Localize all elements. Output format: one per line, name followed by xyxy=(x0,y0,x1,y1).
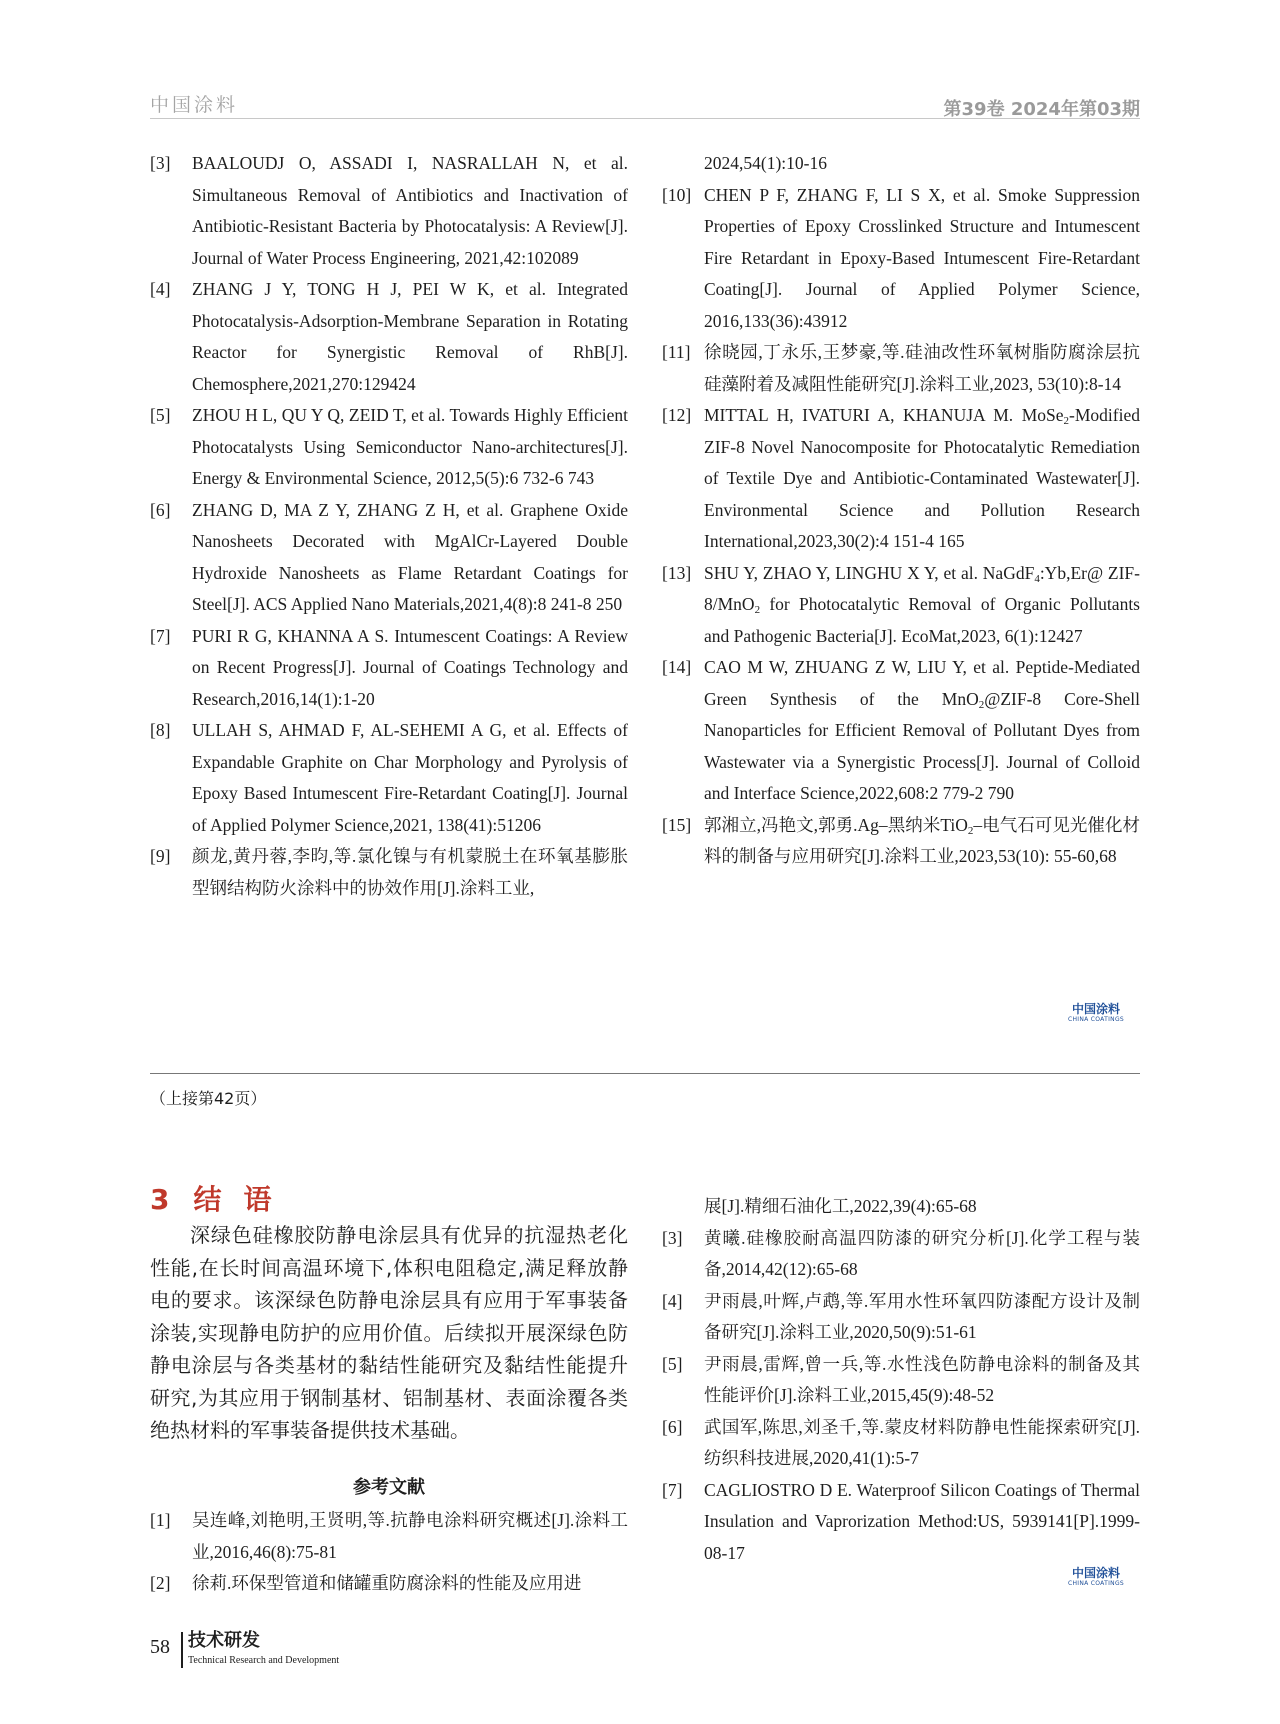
reference-item xyxy=(662,1349,1140,1412)
ref-text: CHEN P F, ZHANG F, LI S X, et al. Smoke Suppression Properties of Epoxy Crosslinked Structure and Intumescent Fire Retardant in Epoxy-Based Intumescent Fire-Retardant Coating[J]. Journal of Applied Polymer Science, 2016,133(36):43912 xyxy=(704,184,1140,331)
ref-number: [9] xyxy=(150,846,171,866)
ref-continuation: 2024,54(1):10-16 xyxy=(704,153,827,173)
conclusion-paragraph: 深绿色硅橡胶防静电涂层具有优异的抗湿热老化性能,在长时间高温环境下,体积电阻稳定,满足释放静电的要求。该深绿色防静电涂层具有应用于军事装备涂装,实现静电防护的应用价值。后续拟开展深绿色防静电涂层与各类基材的黏结性能研究及黏结性能提升研究,为其应用于钢制基材、铝制基材、表面涂覆各类绝热材料的军事装备提供技术基础。 xyxy=(150,1223,628,1442)
ref-number: [4] xyxy=(662,1290,683,1311)
top-right-references xyxy=(662,148,1140,873)
china-coatings-logo: 中国涂料 CHINA COATINGS xyxy=(1068,1566,1124,1587)
reference-item xyxy=(662,337,1140,400)
journal-name: 中国涂料 xyxy=(150,94,239,116)
footer-section-en: Technical Research and Development xyxy=(188,1655,340,1666)
ref-text: ZHANG J Y, TONG H J, PEI W K, et al. Integrated Photocatalysis-Adsorption-Membrane Separation in Rotating Reactor for Synergistic Removal of RhB[J]. Chemosphere,2021,270:129424 xyxy=(192,279,628,394)
ref-number: [8] xyxy=(150,720,171,740)
reference-item xyxy=(150,715,628,841)
reference-item xyxy=(662,1475,1140,1570)
top-left-references xyxy=(150,148,628,904)
reference-item xyxy=(150,148,628,274)
ref-text: 尹雨晨,雷辉,曾一兵,等.水性浅色防静电涂料的制备及其性能评价[J].涂料工业,2015,45(9):48-52 xyxy=(704,1353,1140,1405)
ref-number: [3] xyxy=(150,153,171,173)
ref-text: MITTAL H, IVATURI A, KHANUJA M. MoSe$_2$-Modified ZIF-8 Novel Nanocomposite for Photocatalytic Remediation of Textile Dye and Antibiotic-Contaminated Wastewater[J]. Environmental Science and Pollution Research International,2023,30(2):4 151-4 165 xyxy=(704,405,1140,551)
header-rule xyxy=(150,118,1140,119)
ref-text: 徐晓园,丁永乐,王梦豪,等.硅油改性环氧树脂防腐涂层抗硅藻附着及减阻性能研究[J].涂料工业,2023, 53(10):8-14 xyxy=(704,342,1140,394)
reference-item xyxy=(150,400,628,495)
reference-item xyxy=(662,180,1140,338)
ref-number: [13] xyxy=(662,562,692,583)
reference-item xyxy=(150,621,628,716)
reference-item xyxy=(662,1412,1140,1475)
ref-text: CAGLIOSTRO D E. Waterproof Silicon Coatings of Thermal Insulation and Vaprorization Method:US, 5939141[P].1999-08-17 xyxy=(704,1479,1140,1563)
section-number: 3 xyxy=(150,1183,172,1216)
page-number: 58 xyxy=(150,1636,170,1658)
reference-item xyxy=(150,495,628,621)
footer-section-cn: 技术研发 xyxy=(188,1630,260,1651)
ref-number: [1] xyxy=(150,1510,171,1530)
ref-text: 颜龙,黄丹蓉,李昀,等.氯化镍与有机蒙脱土在环氧基膨胀型钢结构防火涂料中的协效作用[J].涂料工业, xyxy=(192,846,628,898)
ref-number: [12] xyxy=(662,405,692,425)
ref-text: 郭湘立,冯艳文,郭勇.Ag–黑纳米TiO$_2$–电气石可见光催化材料的制备与应用研究[J].涂料工业,2023,53(10): 55-60,68 xyxy=(704,814,1140,866)
china-coatings-logo: 中国涂料 CHINA COATINGS xyxy=(1068,1002,1124,1023)
ref-number: [4] xyxy=(150,279,171,299)
ref-number: [15] xyxy=(662,814,692,835)
ref-text: 徐莉.环保型管道和储罐重防腐涂料的性能及应用进 xyxy=(192,1573,582,1593)
ref-text: 武国军,陈思,刘圣千,等.蒙皮材料防静电性能探索研究[J].纺织科技进展,2020,41(1):5-7 xyxy=(704,1416,1140,1468)
section-heading xyxy=(150,1178,294,1218)
ref-text: SHU Y, ZHAO Y, LINGHU X Y, et al. NaGdF$_4$:Yb,Er@ ZIF-8/MnO$_2$ for Photocatalytic Removal of Organic Pollutants and Pathogenic Bacteria[J]. EcoMat,2023, 6(1):12427 xyxy=(704,562,1140,646)
reference-item xyxy=(662,1286,1140,1349)
ref-text: 黄曦.硅橡胶耐高温四防漆的研究分析[J].化学工程与装备,2014,42(12):65-68 xyxy=(704,1227,1140,1279)
section-title: 结语 xyxy=(193,1183,294,1216)
reference-item xyxy=(662,558,1140,653)
reference-item xyxy=(662,810,1140,873)
ref-text: CAO M W, ZHUANG Z W, LIU Y, et al. Peptide-Mediated Green Synthesis of the MnO$_2$@ZIF-8 Core-Shell Nanoparticles for Efficient Removal of Pollutant Dyes from Wastewater via a Synergistic Process[J]. Journal of Colloid and Interface Science,2022,608:2 779-2 790 xyxy=(704,657,1140,803)
reference-item xyxy=(662,652,1140,810)
ref-text: ULLAH S, AHMAD F, AL-SEHEMI A G, et al. Effects of Expandable Graphite on Char Morphology and Pyrolysis of Epoxy Based Intumescent Fire-Retardant Coating[J]. Journal of Applied Polymer Science,2021, 138(41):51206 xyxy=(192,720,628,835)
ref-number: [14] xyxy=(662,657,692,677)
ref-number: [3] xyxy=(662,1227,683,1248)
ref-number: [6] xyxy=(150,499,171,520)
reference-item xyxy=(150,274,628,400)
ref-number: [11] xyxy=(662,342,691,362)
ref-text: ZHOU H L, QU Y Q, ZEID T, et al. Towards Highly Efficient Photocatalysts Using Semiconductor Nano-architectures[J]. Energy & Environmental Science, 2012,5(5):6 732-6 743 xyxy=(192,405,628,488)
reference-item xyxy=(150,841,628,904)
reference-item xyxy=(662,400,1140,558)
reference-item xyxy=(662,1223,1140,1286)
ref-number: [7] xyxy=(662,1479,683,1500)
references-title: 参考文献 xyxy=(353,1477,425,1498)
ref-text: 吴连峰,刘艳明,王贤明,等.抗静电涂料研究概述[J].涂料工业,2016,46(8):75-81 xyxy=(192,1510,628,1562)
ref-continuation: 展[J].精细石油化工,2022,39(4):65-68 xyxy=(704,1196,977,1216)
ref-number: [6] xyxy=(662,1416,683,1437)
ref-text: 尹雨晨,叶辉,卢鹉,等.军用水性环氧四防漆配方设计及制备研究[J].涂料工业,2020,50(9):51-61 xyxy=(704,1290,1140,1342)
bottom-left-references xyxy=(150,1505,628,1600)
section-divider xyxy=(150,1073,1140,1074)
ref-text: PURI R G, KHANNA A S. Intumescent Coatings: A Review on Recent Progress[J]. Journal of Coatings Technology and Research,2016,14(1):1-20 xyxy=(192,625,628,709)
ref-text: ZHANG D, MA Z Y, ZHANG Z H, et al. Graphene Oxide Nanosheets Decorated with MgAlCr-Layered Double Hydroxide Nanosheets as Flame Retardant Coatings for Steel[J]. ACS Applied Nano Materials,2021,4(8):8 241-8 250 xyxy=(192,499,628,614)
reference-item xyxy=(150,1505,628,1568)
ref-number: [10] xyxy=(662,184,692,205)
ref-number: [2] xyxy=(150,1573,171,1593)
footer-divider xyxy=(181,1632,183,1668)
bottom-right-references xyxy=(662,1191,1140,1569)
ref-number: [7] xyxy=(150,625,171,646)
ref-text: BAALOUDJ O, ASSADI I, NASRALLAH N, et al. Simultaneous Removal of Antibiotics and Inactivation of Antibiotic-Resistant Bacteria by Photocatalysis: A Review[J]. Journal of Water Process Engineering, 2021,42:102089 xyxy=(192,153,628,268)
ref-number: [5] xyxy=(150,405,171,425)
issue-info: 第39卷 2024年第03期 xyxy=(943,99,1140,120)
reference-item xyxy=(150,1568,628,1600)
ref-number: [5] xyxy=(662,1353,683,1374)
continuation-note: （上接第42页） xyxy=(150,1089,267,1108)
